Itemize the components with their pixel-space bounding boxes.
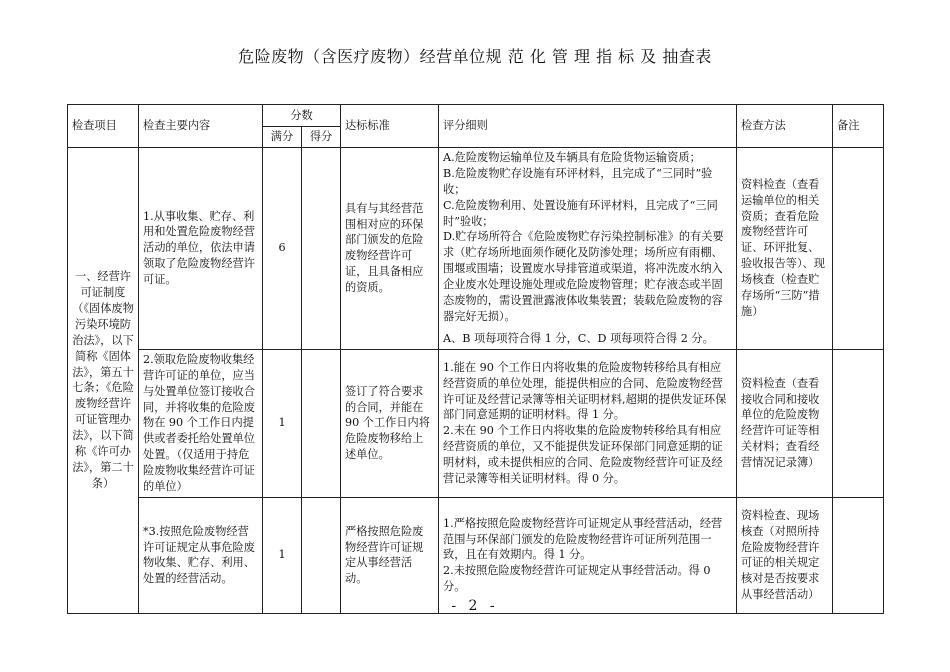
content-cell: 1.从事收集、贮存、利用和处置危险废物经营活动的单位，依法申请领取了危险废物经营许可证。	[139, 147, 263, 349]
header-full-score: 满分	[263, 127, 302, 148]
detail-line: A、B 项每项符合得 1 分，C、D 项每项符合得 2 分。	[443, 331, 714, 345]
method-cell: 资料检查、现场核查（对照所持危险废物经营许可证的相关规定核对是否按要求从事经营活动）	[737, 497, 833, 613]
note-cell	[833, 497, 884, 613]
note-cell	[833, 147, 884, 349]
got-score-cell	[302, 147, 341, 349]
content-cell: 2.领取危险废物收集经营许可证的单位，应当与处置单位签订接收合同，并将收集的危险废物在 90 个工作日内提供或者委托给处置单位处置。（仅适用于持危险废物收集经营许可证的单位）	[139, 349, 263, 497]
detail-line: C.危险废物利用、处置设施有环评材料，且完成了“三同时”验收；	[443, 198, 718, 228]
note-cell	[833, 349, 884, 497]
detail-line: 2.未在 90 个工作日内将收集的危险废物转移给具有相应经营资质的单位，又不能提供发证环保部门同意延期的证明材料，或未提供相应的合同、危险废物经营许可证及经营记录簿等相关证明材料。得 0 分。	[443, 424, 723, 486]
content-cell: *3.按照危险废物经营许可证规定从事危险废物收集、贮存、利用、处置的经营活动。	[139, 497, 263, 613]
table-row	[68, 349, 884, 497]
detail-cell	[439, 349, 737, 497]
page-title: 危险废物（含医疗废物）经营单位规 范 化 管 理 指 标 及 抽查表	[238, 47, 712, 66]
header-detail: 评分细则	[439, 105, 737, 148]
detail-line: 1.能在 90 个工作日内将收集的危险废物转移给具有相应经营资质的单位处理，能提供相应的合同、危险废物经营许可证及经营记录簿等相关证明材料,超期的提供发证环保部门同意延期的证明材料。得 1 分。	[443, 360, 727, 422]
full-score-cell: 6	[263, 147, 302, 349]
detail-line: 1.严格按照危险废物经营许可证规定从事经营活动，经营范围与环保部门颁发的危险废物经营许可证所列范围一致，且在有效期内。得 1 分。	[443, 516, 723, 562]
got-score-cell	[302, 497, 341, 613]
standard-cell: 严格按照危险废物经营许可证规定从事经营活动。	[341, 497, 439, 613]
inspection-table	[67, 104, 884, 614]
table-row	[68, 497, 884, 613]
header-note: 备注	[833, 105, 884, 148]
full-score-cell: 1	[263, 497, 302, 613]
method-cell: 资料检查（查看接收合同和接收单位的危险废物经营许可证等相关材料；查看经营情况记录簿）	[737, 349, 833, 497]
detail-line: D.贮存场所符合《危险废物贮存污染控制标准》的有关要求（贮存场所地面须作硬化及防渗处理；场所应有雨棚、围堰或围墙；设置废水导排管道或渠道，将冲洗废水纳入企业废水处理设施处理或危险废物管理；贮存液态或半固态废物的，需设置泄露液体收集装置；装载危险废物的容器完好无损）。	[443, 230, 724, 323]
table-row	[68, 147, 884, 349]
detail-line: A.危险废物运输单位及车辆具有危险货物运输资质；	[443, 150, 701, 164]
category-cell: 一、经营许可证制度（《固体废物污染环境防治法》，以下简称《固体法》，第五十七条；《危险废物经营许可证管理办法》，以下简称《许可办法》，第二十条）	[68, 147, 139, 613]
standard-cell: 具有与其经营范围相对应的环保部门颁发的危险废物经营许可证，且具备相应的资质。	[341, 147, 439, 349]
standard-cell: 签订了符合要求的合同，并能在 90 个工作日内将危险废物移给上述单位。	[341, 349, 439, 497]
detail-cell	[439, 147, 737, 349]
method-cell: 资料检查（查看运输单位的相关资质；查看危险废物经营许可证、环评批复、验收报告等）、现场核查（检查贮存场所“三防”措施）	[737, 147, 833, 349]
header-content: 检查主要内容	[139, 105, 263, 148]
detail-cell	[439, 497, 737, 613]
got-score-cell	[302, 349, 341, 497]
header-method: 检查方法	[737, 105, 833, 148]
detail-line: B.危险废物贮存设施有环评材料，且完成了“三同时”验收；	[443, 166, 713, 196]
header-got-score: 得分	[302, 127, 341, 148]
page-number: - 2 -	[451, 598, 499, 614]
full-score-cell: 1	[263, 349, 302, 497]
header-score: 分数	[263, 105, 341, 127]
header-row-1	[68, 105, 884, 127]
header-standard: 达标标准	[341, 105, 439, 148]
detail-line: 2.未按照危险废物经营许可证规定从事经营活动。得 0 分。	[443, 564, 711, 594]
header-item: 检查项目	[68, 105, 139, 148]
